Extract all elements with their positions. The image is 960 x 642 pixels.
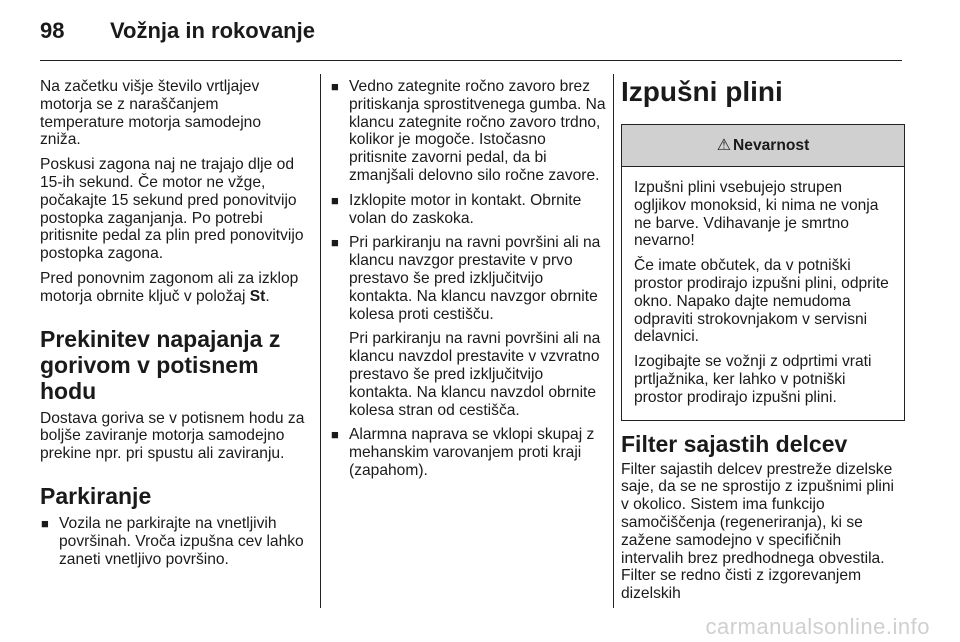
list-item-text: Alarmna naprava se vklopi skupaj z mehanskim varovanjem proti kraji (zapahom). bbox=[349, 426, 595, 479]
column-1 bbox=[40, 78, 306, 575]
danger-paragraph: Izogibajte se vožnji z odprtimi vrati prtljažnika, ker lahko v potniški prostor prodirajo izpušni plini. bbox=[634, 353, 872, 406]
list-item-text: Izklopite motor in kontakt. Obrnite volan do zaskoka. bbox=[349, 191, 582, 227]
danger-title: Nevarnost bbox=[733, 136, 810, 154]
heading-exhaust-gases: Izpušni plini bbox=[621, 76, 783, 107]
heading-fuel-cutoff: Prekinitev napajanja z gorivom v potisnem hodu bbox=[40, 325, 281, 404]
heading-particle-filter: Filter sajastih delcev bbox=[621, 430, 848, 457]
bullet-square-icon: ■ bbox=[331, 192, 339, 208]
paragraph-particle-filter: Filter sajastih delcev prestreže dizelske saje, da se ne sprostijo z izpušnimi plini v okolico. Sistem ima funkcijo samočiščenja (regeneriranja), ki se zažene samodejno v specifičnih intervalih brez predhodnega obvestila. Filter se redno čisti z izgorevanjem dizelskih bbox=[621, 460, 895, 603]
list-item-text: Pri parkiranju na ravni površini ali na klancu navzgor prestavite v prvo prestavo še pred izključitvijo kontakta. Na klancu navzgor obrnite kolesa proti cestišču. bbox=[349, 234, 601, 323]
paragraph-rpm: Na začetku višje število vrtljajev motorja se z naraščanjem temperature motorja samodejno zniža. bbox=[40, 78, 262, 149]
bullet-square-icon: ■ bbox=[41, 515, 49, 531]
column-2 bbox=[330, 78, 606, 487]
restart-text: Pred ponovnim zagonom ali za izklop motorja obrnite ključ v položaj bbox=[40, 269, 299, 305]
column-3 bbox=[621, 74, 905, 610]
parking-list-continued bbox=[330, 78, 606, 480]
restart-end: . bbox=[265, 287, 270, 305]
header-divider bbox=[40, 60, 902, 61]
danger-paragraph: Če imate občutek, da v potniški prostor prodirajo izpušni plini, odprite okno. Napako dajte nemudoma odpraviti strokovnjakom v servisni delavnici. bbox=[634, 257, 889, 346]
list-item bbox=[330, 192, 606, 228]
parking-list bbox=[40, 515, 306, 568]
danger-paragraph: Izpušni plini vsebujejo strupen ogljikov monoksid, ki nima ne vonja ne barve. Vdihavanje je smrtno nevarno! bbox=[634, 179, 879, 250]
column-divider-2 bbox=[613, 74, 614, 608]
heading-parking: Parkiranje bbox=[40, 482, 152, 509]
danger-header bbox=[622, 125, 904, 167]
page-number: 98 bbox=[40, 18, 65, 43]
bullet-square-icon: ■ bbox=[331, 79, 339, 94]
list-item bbox=[330, 234, 606, 419]
bullet-square-icon: ■ bbox=[331, 235, 339, 251]
danger-body bbox=[622, 167, 904, 420]
list-item bbox=[330, 78, 606, 185]
page-title: Vožnja in rokovanje bbox=[110, 18, 315, 43]
list-item-text: Vedno zategnite ročno zavoro brez pritiskanja sprostitvenega gumba. Na klancu zategnite ročno zavoro trdno, kolikor je mogoče. Istočasno pritisnite zavorni pedal, da bi zmanjšali delovno silo ročne zavore. bbox=[349, 78, 606, 184]
page-header bbox=[0, 0, 960, 60]
list-item bbox=[330, 426, 606, 479]
list-item-text: Vozila ne parkirajte na vnetljivih površinah. Vroča izpušna cev lahko zaneti vnetljivo površino. bbox=[59, 514, 304, 568]
paragraph-start-attempts: Poskusi zagona naj ne trajajo dlje od 15-ih sekund. Če motor ne vžge, počakajte 15 sekund pred ponovitvijo postopka zaganjanja. Po potrebi pritisnite pedal za plin pred ponovitvijo postopka zagona. bbox=[40, 156, 304, 263]
bullet-square-icon: ■ bbox=[331, 427, 339, 443]
watermark: carmanualsonline.info bbox=[705, 614, 930, 639]
column-divider-1 bbox=[320, 74, 321, 608]
list-item bbox=[40, 515, 306, 568]
list-item-text-2: Pri parkiranju na ravni površini ali na klancu navzdol prestavite v vzvratno prestavo še pred izključitvijo kontakta. Na klancu navzdol obrnite kolesa stran od cestišča. bbox=[349, 330, 601, 419]
paragraph-fuel-cutoff: Dostava goriva se v potisnem hodu za boljše zaviranje motorja samodejno prekine npr. pri spustu ali zaviranju. bbox=[40, 409, 305, 463]
paragraph-restart bbox=[40, 270, 306, 306]
danger-box bbox=[621, 124, 905, 421]
key-position-st: St bbox=[249, 287, 266, 305]
warning-triangle-icon: ⚠ bbox=[716, 136, 732, 154]
